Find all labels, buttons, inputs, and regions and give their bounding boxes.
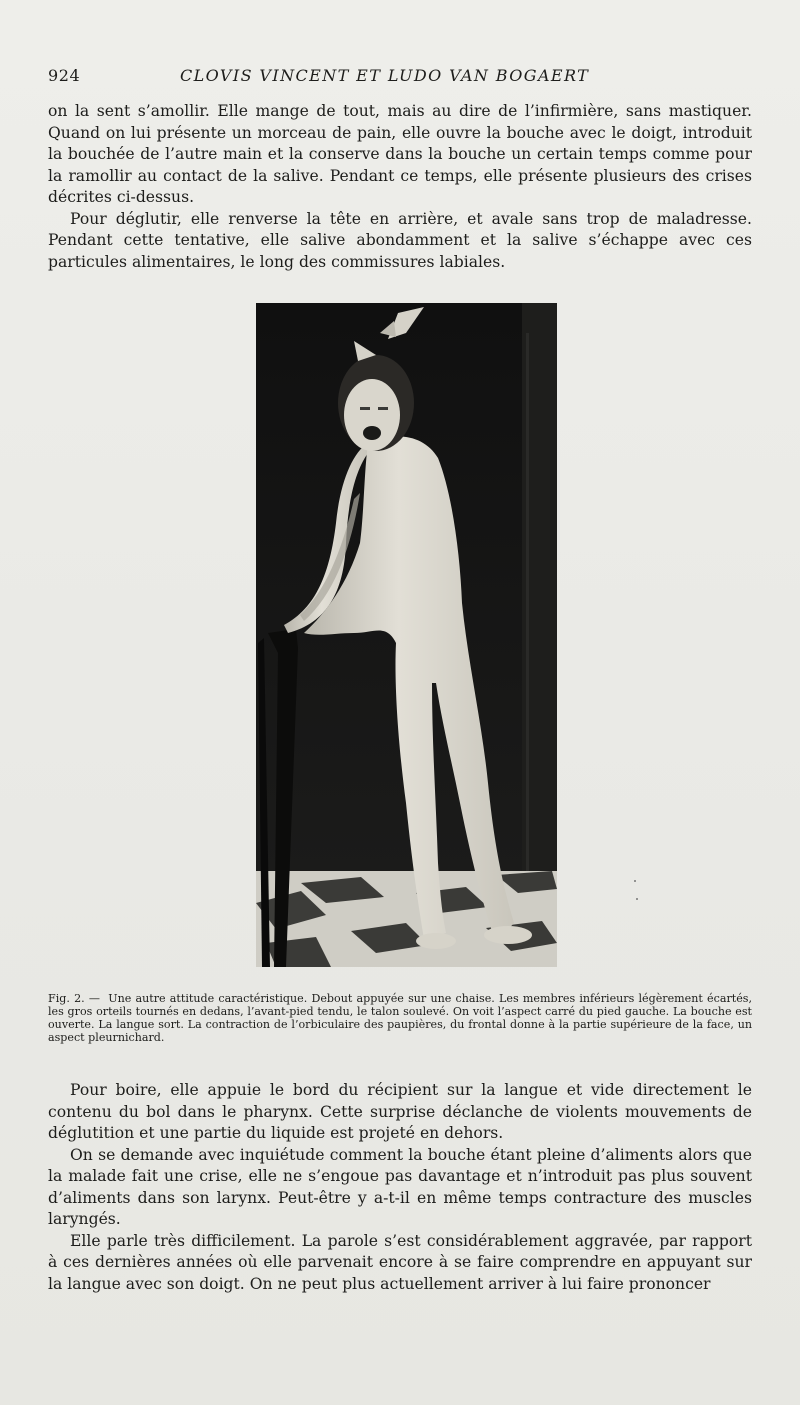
body-text-top xyxy=(48,101,752,273)
paragraph: on la sent s’amollir. Elle mange de tout, mais au dire de l’infirmière, sans mastiquer. Quand on lui présente un morceau de pain, elle ouvre la bouche avec le doigt, introduit la bouchée de l’autre main et la conserve dans la bouche un certain temps comme pour la ramollir au contact de la salive. Pendant ce temps, elle présente plusieurs des crises décrites ci-dessus. xyxy=(48,102,752,206)
paragraph: Pour déglutir, elle renverse la tête en arrière, et avale sans trop de maladresse. Pendant cette tentative, elle salive abondamment et la salive s’échappe avec ces particules alimentaires, le long des commissures labiales. xyxy=(48,209,752,271)
figure-label: Fig. 2. — xyxy=(48,992,100,1005)
paragraph: On se demande avec inquiétude comment la bouche étant pleine d’aliments alors que la malade fait une crise, elle ne s’engoue pas davantage et n’introduit pas plus souvent d’aliments dans son larynx. Peut-être y a-t-il en même temps contracture des muscles laryngés. xyxy=(48,1145,752,1228)
running-title: CLOVIS VINCENT ET LUDO VAN BOGAERT xyxy=(180,66,590,85)
paragraph: Pour boire, elle appuie le bord du récipient sur la langue et vide directement le contenu du bol dans le pharynx. Cette surprise déclanche de violents mouvements de déglutition et une partie du liquide est projeté en dehors. xyxy=(48,1081,752,1142)
figure-caption xyxy=(48,992,752,1044)
body-text-bottom xyxy=(48,1080,752,1295)
paragraph: Elle parle très difficilement. La parole s’est considérablement aggravée, par rapport à ces dernières années où elle parvenait encore à se faire comprendre en appuyant sur la langue avec son doigt. On ne peut plus actuellement arriver à lui faire prononcer xyxy=(48,1231,752,1293)
photograph-woman-leaning-on-chair xyxy=(256,303,557,967)
paper-speck xyxy=(634,880,636,882)
figure-photograph xyxy=(256,303,557,967)
paper-speck xyxy=(636,898,638,900)
page-number: 924 xyxy=(48,66,81,85)
figure-caption-text: Une autre attitude caractéristique. Debout appuyée sur une chaise. Les membres inférieurs légèrement écartés, les gros orteils tournés en dedans, l’avant-pied tendu, le talon soulevé. On voit l’aspect carré du pied gauche. La bouche est ouverte. La langue sort. La contraction de l’orbiculaire des paupières, du frontal donne à la partie supérieure de la face, un aspect pleurnichard. xyxy=(48,992,752,1044)
running-head xyxy=(48,66,752,88)
